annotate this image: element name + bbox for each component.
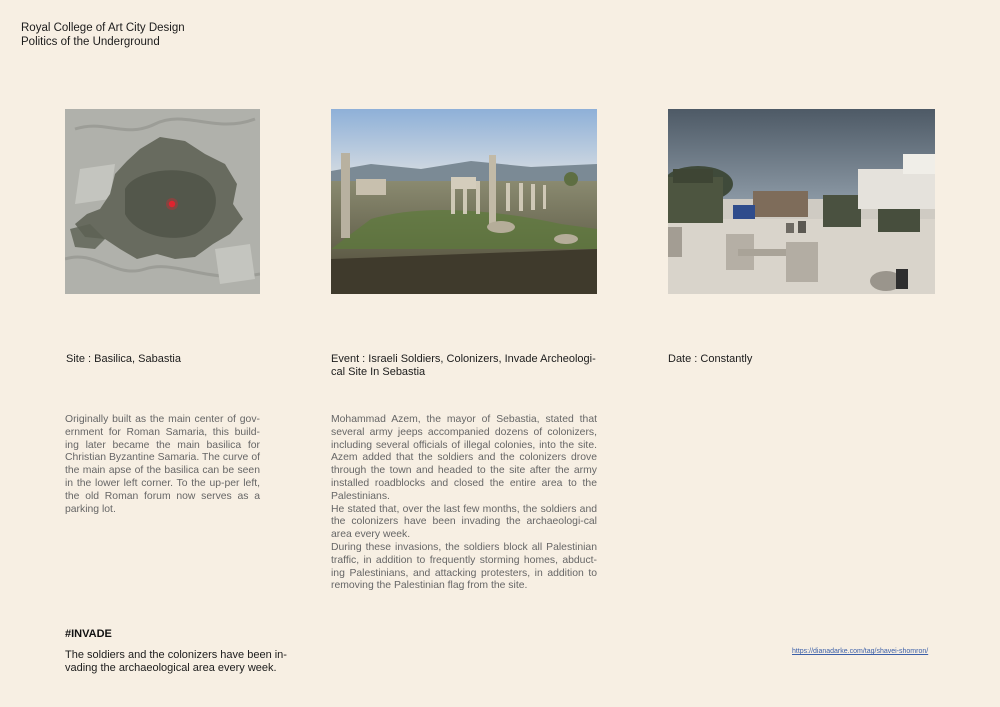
event-caption: Event : Israeli Soldiers, Colonizers, Invade Archeologi-cal Site In Sebastia: [331, 353, 596, 378]
ruins-photo: [331, 109, 597, 294]
military-jeeps-photo: [668, 109, 935, 294]
site-caption: Site : Basilica, Sabastia: [66, 353, 181, 365]
event-paragraph-1: Mohammad Azem, the mayor of Sebastia, stated that several army jeeps accompanied dozens of colonizers, including several officials of illegal colonies, into the site. Azem added that the soldiers and the colonizers drove through the town and headed to the site after the army installed roadblocks and closed the entire area to the Palestinians.: [331, 414, 597, 502]
source-link[interactable]: https://dianadarke.com/tag/shavei-shomron/: [792, 648, 929, 655]
date-caption: Date : Constantly: [668, 353, 753, 365]
header-subtitle: Politics of the Underground: [21, 36, 160, 48]
tag-text: The soldiers and the colonizers have been in-vading the archaeological area every week.: [65, 649, 287, 674]
event-paragraph-2: He stated that, over the last few months, the soldiers and the colonizers have been invading the archaeologi-cal area every week.: [331, 503, 597, 541]
header-title: Royal College of Art City Design: [21, 22, 185, 34]
event-paragraph-3: During these invasions, the soldiers block all Palestinian traffic, in addition to frequently storming homes, abduct-ing Palestinians, and attacking protesters, in addition to removing the Palestinian flag from the site.: [331, 541, 597, 592]
event-description: [331, 414, 597, 593]
site-description-paragraph: Originally built as the main center of gov-ernment for Roman Samaria, this build-ing later became the main basilica for Christian Byzantine Samaria. The curve of the main apse of the basilica can be seen in the lower left corner. To the up-per left, the old Roman forum now serves as a parking lot.: [65, 414, 260, 515]
site-description: [65, 414, 260, 516]
header: [21, 21, 185, 49]
aerial-map-image: [65, 109, 260, 294]
tag-title: #INVADE: [65, 628, 112, 640]
